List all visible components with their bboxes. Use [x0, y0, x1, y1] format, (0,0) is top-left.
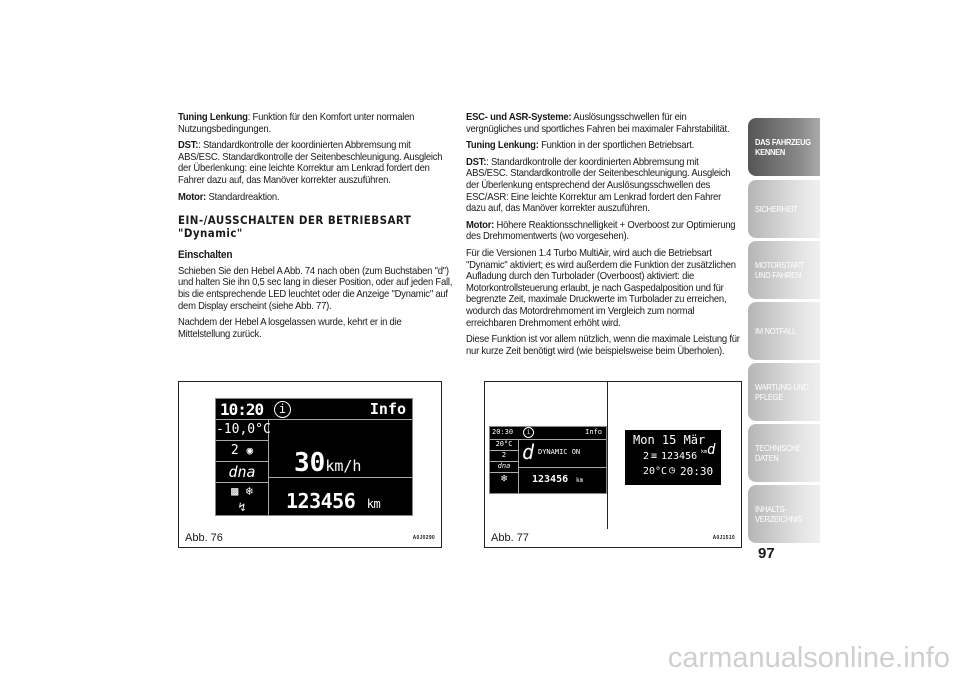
display-top-bar: [216, 399, 412, 420]
term: ESC- und ASR-Systeme:: [466, 112, 572, 123]
term: Tuning Lenkung:: [466, 140, 539, 152]
speed-value: 30: [294, 448, 326, 478]
figure-77: [484, 381, 742, 548]
display-left-panel: [216, 420, 269, 515]
figure-caption: Abb. 76: [185, 532, 223, 544]
odometer-unit: km: [366, 497, 381, 511]
text: : Standardkontrolle der koordinierten Abbremsung mit ABS/ESC. Standardkontrolle der Seitenbeschleunigung. Ausgleich der Überlenkung: eine leichte Korrektur am Lenkrad fordert den Fahrer dazu auf, das Manöver korrekter auszuführen.: [178, 140, 443, 186]
odometer-value: 123456: [286, 489, 356, 513]
display-gear: 2: [490, 451, 518, 462]
display-temperature: -10,0°C: [216, 420, 268, 441]
speed-unit: km/h: [325, 457, 362, 475]
display-warning-icons: [216, 483, 268, 515]
term: Motor:: [178, 191, 207, 203]
paragraph-dst: [178, 140, 454, 186]
text: : Funktion für den Komfort unter normalen Nutzungsbedingungen.: [178, 112, 415, 135]
snowflake-icon: ❄: [245, 484, 253, 498]
tab-label: INHALTS-VERZEICHNIS: [755, 504, 803, 524]
paragraph-motor: [178, 192, 454, 204]
display-date-panel: [625, 430, 721, 485]
term: Motor:: [466, 219, 495, 231]
paragraph-tuning-sport: [466, 140, 742, 152]
display-left-panel: [490, 440, 519, 493]
paragraph-multiair: Für die Versionen 1.4 Turbo MultiAir, wird auch die Betriebsart "Dynamic" aktiviert; es wird außerdem die Funktion der zusätzlichen Aufladung durch den Turbolader (Overboost) aktiviert: die Motorkontrollsteuerung erlaubt, je nach Gaspedalposition und für begrenzte Zeit, maximale Druckwerte im Turbolader zu erreichen, wodurch das Motordrehmoment im Vergleich zum normal erreichbaren Drehmoment erhöht wird.: [466, 247, 736, 329]
tab-das-fahrzeug-kennen[interactable]: [748, 118, 820, 176]
clock-icon: ◷: [669, 465, 676, 476]
term: Tuning Lenkung: [178, 112, 248, 123]
text: Funktion in der sportlichen Betriebsart.: [538, 140, 695, 152]
display-dna: dna: [490, 462, 518, 473]
display-info-label: Info: [369, 400, 406, 418]
display-time: 10:20: [220, 400, 264, 419]
tab-wartung-und-pflege[interactable]: [748, 363, 820, 421]
display-temperature: 20°C: [643, 466, 668, 477]
lightning-icon: ↯: [238, 500, 246, 514]
speed-readout: [294, 448, 361, 478]
display-d-letter: d: [707, 442, 716, 458]
paragraph-usefulness: Diese Funktion ist vor allem nützlich, wenn die maximale Leistung für nur kurze Zeit benötigt wird (wie beispielsweise beim Überholen).: [466, 334, 740, 357]
paragraph-esc: [466, 112, 742, 135]
paragraph-tuning: [178, 112, 454, 135]
tab-label: DAS FAHRZEUG KENNEN: [755, 137, 811, 157]
tab-technische-daten[interactable]: [748, 424, 820, 482]
tab-label: MOTORSTART UND FAHREN: [755, 260, 804, 280]
watermark: carmanualsonline.info: [667, 642, 950, 674]
paragraph-instructions: Schieben Sie den Hebel A Abb. 74 nach oben (zum Buchstaben "d") und halten Sie ihn 0,5 sec lang in dieser Position, oder auf jeden Fall, bis die entsprechende LED leuchtet oder die Anzeige "Dynamic" auf dem Display erscheint (siehe Abb. 77).: [178, 265, 453, 312]
tab-label: IM NOTFALL: [755, 326, 797, 336]
headlight-icon: ◉: [246, 444, 254, 457]
tab-inhaltsverzeichnis[interactable]: [748, 485, 820, 543]
figure-caption: Abb. 77: [491, 532, 529, 544]
term: DST:: [178, 140, 199, 152]
right-column: [466, 112, 742, 362]
text: Höhere Reaktionsschnelligkeit + Overboost zur Optimierung des Drehmomentwerts (wo vorgesehen).: [466, 219, 736, 243]
display-d-letter: d: [522, 440, 535, 464]
tab-label: WARTUNG UND PFLEGE: [755, 382, 809, 402]
display-time: 20:30: [492, 428, 514, 436]
info-icon: i: [523, 427, 534, 438]
odometer-value: 123456: [661, 451, 698, 462]
instrument-display: [215, 398, 413, 516]
text: Standardreaktion.: [206, 191, 280, 203]
display-dna: dna: [216, 462, 268, 483]
display-top-bar: [490, 427, 606, 440]
text: Auslösungsschwellen für ein vergnügliches und sportliches Fahren bei maximaler Fahrstabilität.: [466, 112, 730, 135]
subheading: Einschalten: [178, 249, 233, 262]
display-info-label: Info: [585, 428, 602, 436]
tab-label: SICHERHEIT: [755, 204, 798, 214]
info-icon: i: [274, 401, 291, 418]
display-dynamic-on: [489, 426, 607, 494]
odometer-unit: km: [576, 477, 584, 484]
text: : Standardkontrolle der koordinierten Abbremsung mit ABS/ESC. Standardkontrolle der Seitenbeschleunigung. Ausgleich der Überlenkung entsprechend der Auslösungsschwellen des ESC/ASR: Eine leichte Korrektur am Lenkrad fordert den Fahrer dazu auf, das Manöver korrekter auszuführen.: [466, 156, 731, 215]
figure-divider: [607, 382, 608, 529]
odometer-value: 123456: [532, 474, 569, 485]
tab-label: TECHNISCHE DATEN: [755, 443, 801, 463]
tab-motorstart-und-fahren[interactable]: [748, 241, 820, 299]
display-divider: [269, 477, 412, 478]
display-time: 20:30: [680, 465, 714, 478]
odometer-readout: [286, 489, 380, 513]
paragraph-return: Nachdem der Hebel A losgelassen wurde, kehrt er in die Mittelstellung zurück.: [178, 317, 402, 340]
display-divider: [519, 467, 606, 468]
display-gear: 2: [230, 443, 239, 458]
display-mode: DYNAMIC ON: [538, 448, 581, 456]
paragraph-dst-sport: [466, 157, 742, 215]
car-skid-icon: ▩: [231, 484, 239, 498]
paragraph-motor-sport: [466, 220, 742, 243]
term: DST:: [466, 156, 487, 168]
left-column: [178, 112, 454, 345]
section-heading: EIN-/AUSSCHALTEN DER BETRIEBSART "Dynamic": [178, 214, 412, 240]
figure-code: A0J0290: [412, 535, 435, 541]
car-skid-icon: ❇: [500, 473, 508, 484]
odometer-unit: km: [701, 449, 708, 455]
headlight-icon: ≡: [651, 451, 658, 462]
tab-im-notfall[interactable]: [748, 302, 820, 360]
page-number: 97: [758, 545, 775, 562]
figure-76: [178, 381, 442, 548]
display-gear: 2: [643, 451, 650, 462]
display-gear-row: [216, 441, 268, 462]
display-temperature: 20°C: [490, 440, 518, 451]
tab-sicherheit[interactable]: [748, 180, 820, 238]
display-date: Mon 15 Mär: [633, 433, 706, 447]
figure-code: A0J1510: [712, 535, 735, 541]
